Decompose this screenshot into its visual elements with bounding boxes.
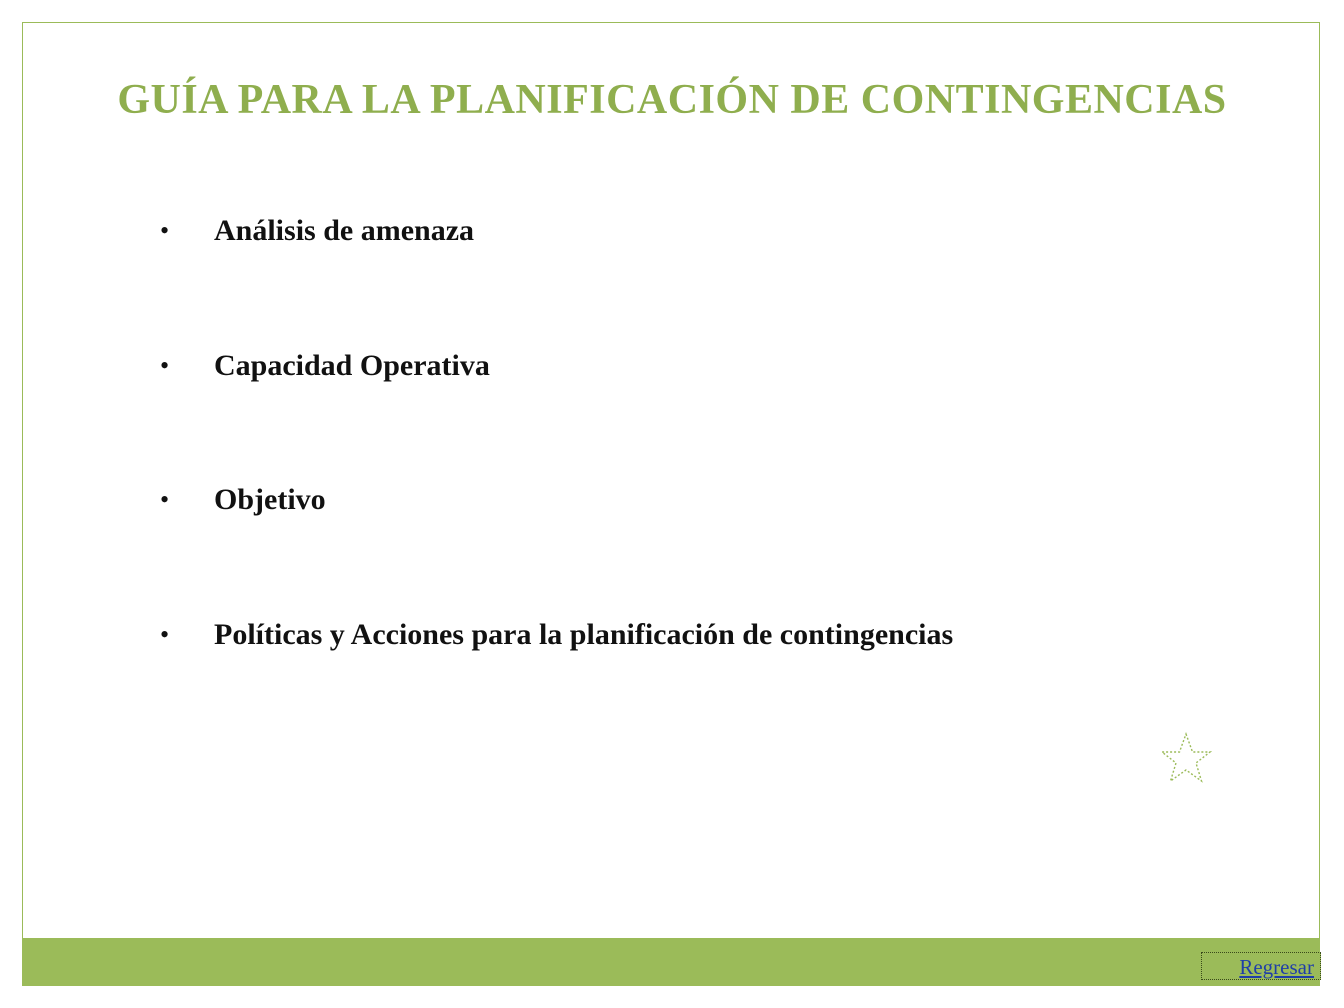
bullet-icon: • [160, 485, 170, 514]
bullet-text: Capacidad Operativa [214, 349, 490, 382]
bullet-icon: • [160, 216, 170, 245]
bullet-text: Políticas y Acciones para la planificación de contingencias [214, 618, 954, 651]
star-outline-icon[interactable] [1160, 730, 1212, 786]
page-title: GUÍA PARA LA PLANIFICACIÓN DE CONTINGENCIAS [117, 77, 1227, 123]
bullet-text: Objetivo [214, 483, 326, 516]
bullet-icon: • [160, 620, 170, 649]
bullet-icon: • [160, 351, 170, 380]
bullet-text: Análisis de amenaza [214, 214, 475, 247]
footer-bar [22, 938, 1320, 986]
back-link[interactable]: Regresar [1201, 952, 1321, 980]
